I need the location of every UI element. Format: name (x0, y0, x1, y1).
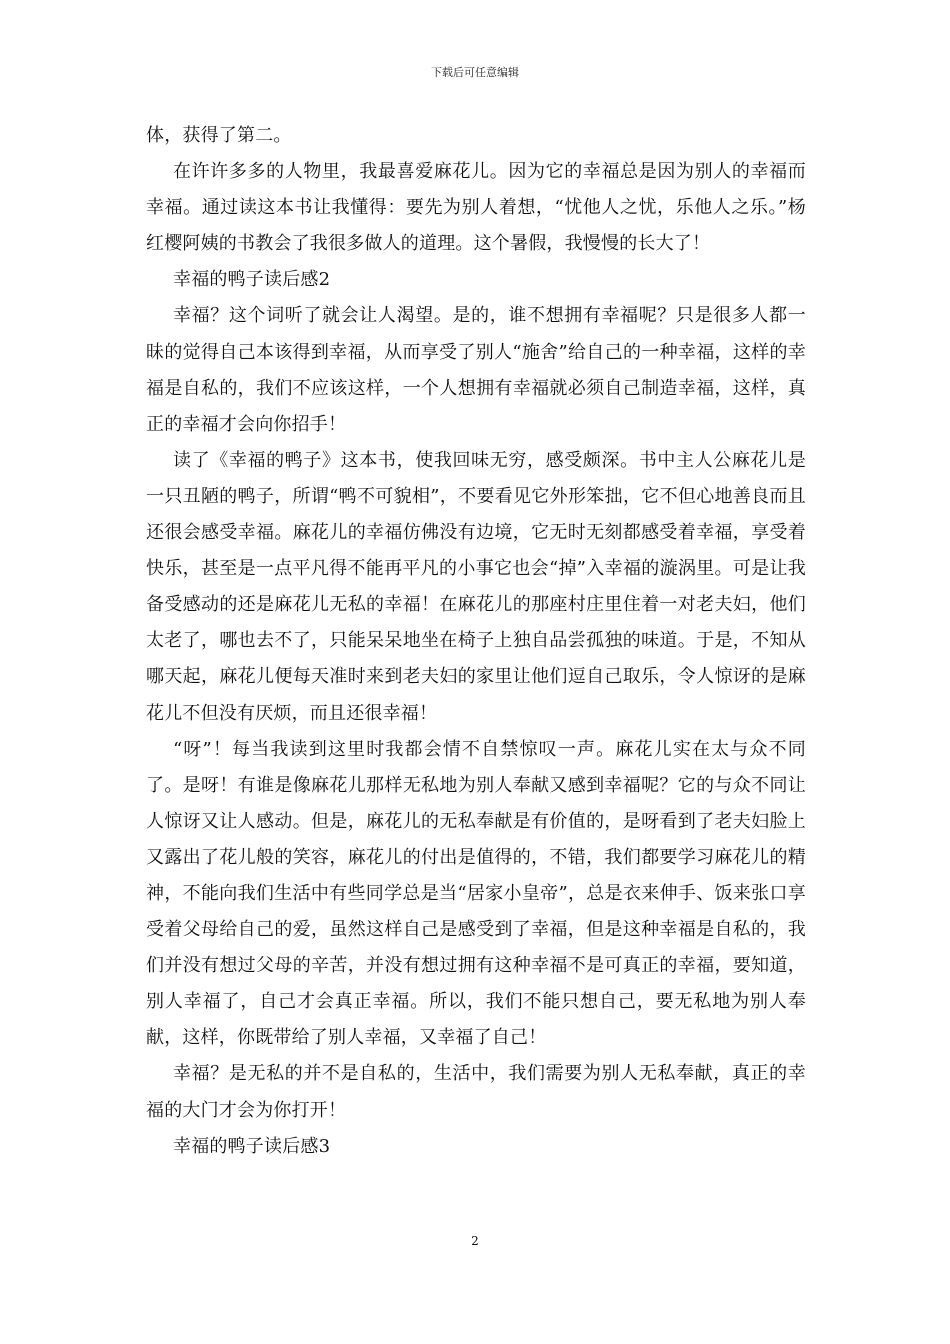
paragraph-book-summary: 读了《幸福的鸭子》这本书，使我回味无穷，感受颇深。书中主人公麻花儿是一只丑陋的鸭子，所谓“鸭不可貌相”，不要看见它外形笨拙，它不但心地善良而且还很会感受幸福。麻花儿的幸福仿佛没有边境，它无时无刻都感受着幸福，享受着快乐，甚至是一点平凡得不能再平凡的小事它也会“掉”入幸福的漩涡里。可是让我备受感动的还是麻花儿无私的幸福！在麻花儿的那座村庄里住着一对老夫妇，他们太老了，哪也去不了，只能呆呆地坐在椅子上独自品尝孤独的味道。于是，不知从哪天起，麻花儿便每天准时来到老夫妇的家里让他们逗自己取乐，令人惊讶的是麻花儿不但没有厌烦，而且还很幸福！ (146, 449, 806, 724)
section-heading-3: 幸福的鸭子读后感3 (173, 1135, 331, 1157)
page-number: 2 (471, 1234, 479, 1248)
paragraph-conclusion: 幸福？是无私的并不是自私的，生活中，我们需要为别人无私奉献，真正的幸福的大门才会为你打开！ (146, 1063, 806, 1121)
paragraph-favorite-character: 在许许多多的人物里，我最喜爱麻花儿。因为它的幸福总是因为别人的幸福而幸福。通过读这本书让我懂得：要先为别人着想，“忧他人之忧，乐他人之乐。”杨红樱阿姨的书教会了我很多做人的道理。这个暑假，我慢慢的长大了！ (146, 161, 806, 255)
paragraph-happiness-question: 幸福？这个词听了就会让人渴望。是的，谁不想拥有幸福呢？只是很多人都一昧的觉得自己本该得到幸福，从而享受了别人“施舍”给自己的一种幸福，这样的幸福是自私的，我们不应该这样，一个人想拥有幸福就必须自己制造幸福，这样，真正的幸福才会向你招手！ (146, 305, 806, 435)
paragraph-reflection: “呀”！每当我读到这里时我都会情不自禁惊叹一声。麻花儿实在太与众不同了。是呀！有谁是像麻花儿那样无私地为别人奉献又感到幸福呢？它的与众不同让人惊讶又让人感动。但是，麻花儿的无私奉献是有价值的，是呀看到了老夫妇脸上又露出了花儿般的笑容，麻花儿的付出是值得的，不错，我们都要学习麻花儿的精神，不能向我们生活中有些同学总是当“居家小皇帝”，总是衣来伸手、饭来张口享受着父母给自己的爱，虽然这样自己是感受到了幸福，但是这种幸福是自私的，我们并没有想过父母的辛苦，并没有想过拥有这种幸福不是可真正的幸福，要知道，别人幸福了，自己才会真正幸福。所以，我们不能只想自己，要无私地为别人奉献，这样，你既带给了别人幸福，又幸福了自己！ (146, 738, 806, 1049)
page-header-note: 下载后可任意编辑 (431, 66, 519, 79)
document-body (146, 118, 806, 1165)
section-heading-2: 幸福的鸭子读后感2 (173, 269, 331, 291)
paragraph-continuation: 体，获得了第二。 (146, 125, 292, 146)
